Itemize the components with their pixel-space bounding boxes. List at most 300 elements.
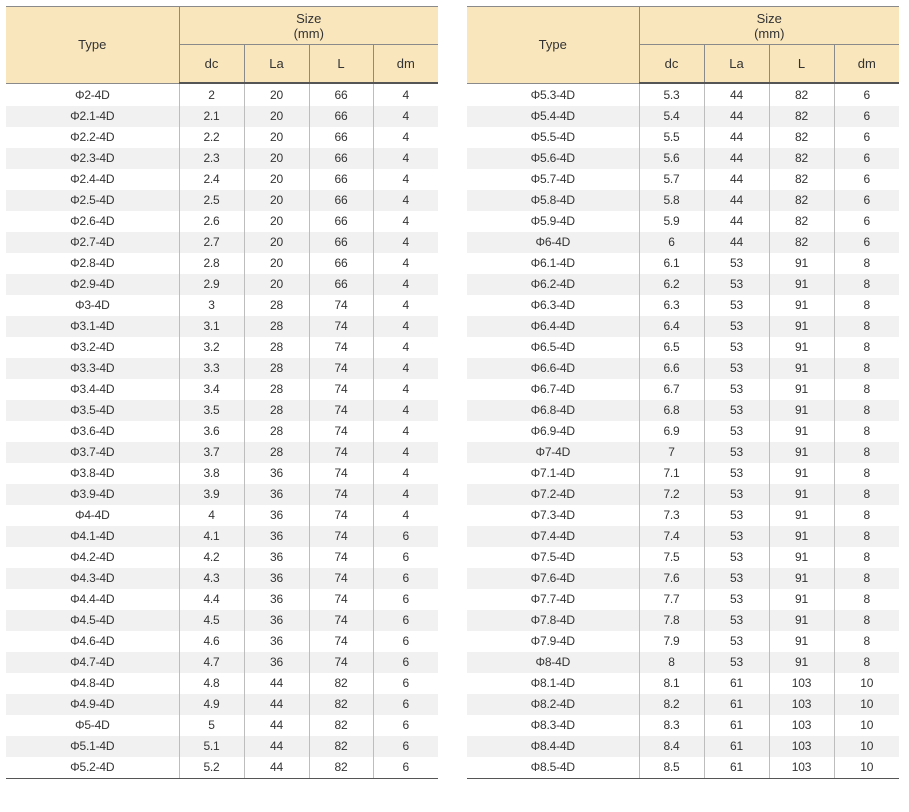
dc-cell: 4.3 xyxy=(179,568,244,589)
size-header xyxy=(639,7,899,45)
dm-cell: 8 xyxy=(834,568,899,589)
la-cell: 20 xyxy=(244,169,309,190)
table-row xyxy=(467,253,899,274)
table-row xyxy=(6,547,438,568)
la-cell: 53 xyxy=(704,547,769,568)
table-row xyxy=(467,757,899,779)
table-row xyxy=(6,736,438,757)
table-row xyxy=(6,211,438,232)
type-cell: Φ8.2-4D xyxy=(467,694,639,715)
dm-cell: 8 xyxy=(834,442,899,463)
dc-cell: 6.5 xyxy=(639,337,704,358)
la-cell: 20 xyxy=(244,274,309,295)
type-cell: Φ4.7-4D xyxy=(6,652,179,673)
dc-cell: 5.8 xyxy=(639,190,704,211)
type-cell: Φ5.7-4D xyxy=(530,172,575,186)
la-cell: 36 xyxy=(244,610,309,631)
dm-cell: 8 xyxy=(834,505,899,526)
type-cell: Φ8.1-4D xyxy=(530,676,575,690)
dc-cell: 7.2 xyxy=(639,484,704,505)
la-cell: 53 xyxy=(704,610,769,631)
type-cell: Φ3.9-4D xyxy=(6,484,179,505)
type-cell: Φ6.2-4D xyxy=(467,274,639,295)
dm-cell: 6 xyxy=(373,589,438,610)
la-cell: 20 xyxy=(244,232,309,253)
l-cell: 82 xyxy=(309,736,373,757)
type-cell: Φ4.2-4D xyxy=(70,550,115,564)
l-cell: 82 xyxy=(769,106,834,127)
dm-cell: 6 xyxy=(373,547,438,568)
dm-cell: 10 xyxy=(834,694,899,715)
dc-cell: 2.2 xyxy=(179,127,244,148)
la-cell: 53 xyxy=(704,589,769,610)
l-cell: 74 xyxy=(309,400,373,421)
table-row xyxy=(6,715,438,736)
dm-cell: 4 xyxy=(373,421,438,442)
table-row xyxy=(467,169,899,190)
l-cell: 74 xyxy=(309,442,373,463)
dc-cell: 4.2 xyxy=(179,547,244,568)
l-cell: 91 xyxy=(769,274,834,295)
la-cell: 44 xyxy=(244,694,309,715)
dm-cell: 4 xyxy=(373,127,438,148)
table-row xyxy=(6,757,438,779)
l-cell: 66 xyxy=(309,127,373,148)
la-cell: 36 xyxy=(244,547,309,568)
dm-cell: 8 xyxy=(834,337,899,358)
dc-cell: 8 xyxy=(639,652,704,673)
dc-cell: 4 xyxy=(179,505,244,526)
table-row xyxy=(6,484,438,505)
type-cell: Φ4.6-4D xyxy=(70,634,115,648)
table-row xyxy=(6,505,438,526)
type-cell: Φ6.8-4D xyxy=(467,400,639,421)
dm-cell: 8 xyxy=(834,652,899,673)
type-cell: Φ2.8-4D xyxy=(70,256,115,270)
la-cell: 44 xyxy=(704,127,769,148)
la-cell: 61 xyxy=(704,715,769,736)
dc-cell: 2.6 xyxy=(179,211,244,232)
l-cell: 91 xyxy=(769,463,834,484)
dc-cell: 5.7 xyxy=(639,169,704,190)
dc-cell: 7.5 xyxy=(639,547,704,568)
l-cell: 74 xyxy=(309,568,373,589)
la-cell: 53 xyxy=(704,316,769,337)
dc-cell: 4.7 xyxy=(179,652,244,673)
l-cell: 74 xyxy=(309,316,373,337)
l-cell: 82 xyxy=(769,148,834,169)
table-row xyxy=(467,736,899,757)
dm-cell: 6 xyxy=(834,211,899,232)
dc-cell: 7.7 xyxy=(639,589,704,610)
l-cell: 82 xyxy=(769,190,834,211)
table-row xyxy=(467,442,899,463)
l-cell: 91 xyxy=(769,379,834,400)
l-cell: 103 xyxy=(769,736,834,757)
type-cell: Φ8.4-4D xyxy=(467,736,639,757)
dc-cell: 5.9 xyxy=(639,211,704,232)
type-cell: Φ7.3-4D xyxy=(530,508,575,522)
type-header: Type xyxy=(6,7,179,84)
type-cell: Φ7.1-4D xyxy=(530,466,575,480)
table-row xyxy=(6,253,438,274)
table-row xyxy=(467,610,899,631)
l-cell: 74 xyxy=(309,421,373,442)
type-cell: Φ7.2-4D xyxy=(467,484,639,505)
dc-cell: 7.3 xyxy=(639,505,704,526)
la-cell: 20 xyxy=(244,211,309,232)
dm-cell: 8 xyxy=(834,484,899,505)
type-cell: Φ5.5-4D xyxy=(530,130,575,144)
l-cell: 74 xyxy=(309,631,373,652)
table-row xyxy=(467,652,899,673)
dc-cell: 6.6 xyxy=(639,358,704,379)
l-cell: 91 xyxy=(769,610,834,631)
la-cell: 61 xyxy=(704,736,769,757)
col-header-dc: dc xyxy=(639,45,704,84)
spec-table-right xyxy=(467,6,899,779)
la-cell: 28 xyxy=(244,400,309,421)
table-body-right xyxy=(467,83,899,779)
l-cell: 91 xyxy=(769,316,834,337)
dm-cell: 6 xyxy=(834,106,899,127)
la-cell: 36 xyxy=(244,505,309,526)
la-cell: 53 xyxy=(704,358,769,379)
dc-cell: 2.5 xyxy=(179,190,244,211)
la-cell: 28 xyxy=(244,379,309,400)
l-cell: 91 xyxy=(769,421,834,442)
type-cell: Φ4.8-4D xyxy=(70,676,115,690)
l-cell: 74 xyxy=(309,295,373,316)
l-cell: 82 xyxy=(309,757,373,779)
type-cell: Φ5.1-4D xyxy=(6,736,179,757)
la-cell: 36 xyxy=(244,631,309,652)
l-cell: 103 xyxy=(769,694,834,715)
l-cell: 91 xyxy=(769,400,834,421)
la-cell: 44 xyxy=(244,736,309,757)
dm-cell: 4 xyxy=(373,316,438,337)
l-cell: 74 xyxy=(309,379,373,400)
la-cell: 36 xyxy=(244,484,309,505)
table-row xyxy=(6,232,438,253)
col-header-l: L xyxy=(309,45,373,84)
l-cell: 66 xyxy=(309,83,373,106)
la-cell: 36 xyxy=(244,652,309,673)
dm-cell: 8 xyxy=(834,379,899,400)
size-label: Size xyxy=(296,10,322,26)
l-cell: 91 xyxy=(769,631,834,652)
dc-cell: 6.4 xyxy=(639,316,704,337)
l-cell: 91 xyxy=(769,505,834,526)
dc-cell: 5 xyxy=(179,715,244,736)
l-cell: 74 xyxy=(309,337,373,358)
dc-cell: 2.9 xyxy=(179,274,244,295)
dm-cell: 6 xyxy=(834,169,899,190)
la-cell: 20 xyxy=(244,106,309,127)
la-cell: 53 xyxy=(704,337,769,358)
l-cell: 82 xyxy=(309,694,373,715)
dm-cell: 6 xyxy=(373,757,438,779)
dc-cell: 7.6 xyxy=(639,568,704,589)
type-cell: Φ6-4D xyxy=(467,232,639,253)
l-cell: 103 xyxy=(769,757,834,779)
type-cell: Φ3.7-4D xyxy=(6,442,179,463)
type-cell: Φ5-4D xyxy=(74,718,110,732)
l-cell: 91 xyxy=(769,295,834,316)
dc-cell: 2.4 xyxy=(179,169,244,190)
dc-cell: 4.6 xyxy=(179,631,244,652)
type-cell: Φ2.6-4D xyxy=(70,214,115,228)
type-cell: Φ4-4D xyxy=(74,508,110,522)
dm-cell: 4 xyxy=(373,190,438,211)
dc-cell: 6.7 xyxy=(639,379,704,400)
dm-cell: 8 xyxy=(834,547,899,568)
l-cell: 103 xyxy=(769,715,834,736)
l-cell: 91 xyxy=(769,253,834,274)
l-cell: 66 xyxy=(309,106,373,127)
dc-cell: 7.9 xyxy=(639,631,704,652)
dm-cell: 10 xyxy=(834,736,899,757)
l-cell: 82 xyxy=(309,673,373,694)
table-row xyxy=(6,400,438,421)
la-cell: 53 xyxy=(704,442,769,463)
l-cell: 82 xyxy=(769,83,834,106)
type-cell: Φ5.9-4D xyxy=(530,214,575,228)
type-cell: Φ2-4D xyxy=(74,87,110,102)
la-cell: 61 xyxy=(704,694,769,715)
la-cell: 61 xyxy=(704,673,769,694)
l-cell: 91 xyxy=(769,358,834,379)
dm-cell: 8 xyxy=(834,421,899,442)
type-cell: Φ7.4-4D xyxy=(467,526,639,547)
dc-cell: 8.3 xyxy=(639,715,704,736)
type-cell: Φ5.3-4D xyxy=(530,87,575,102)
table-row xyxy=(467,463,899,484)
dc-cell: 3.8 xyxy=(179,463,244,484)
table-row xyxy=(6,169,438,190)
type-cell: Φ7-4D xyxy=(467,442,639,463)
l-cell: 91 xyxy=(769,484,834,505)
dm-cell: 6 xyxy=(373,652,438,673)
size-header xyxy=(179,7,438,45)
dm-cell: 6 xyxy=(834,83,899,106)
la-cell: 44 xyxy=(704,190,769,211)
col-header-dc: dc xyxy=(179,45,244,84)
la-cell: 44 xyxy=(704,148,769,169)
l-cell: 74 xyxy=(309,547,373,568)
dm-cell: 4 xyxy=(373,295,438,316)
la-cell: 44 xyxy=(704,232,769,253)
table-row xyxy=(6,526,438,547)
l-cell: 74 xyxy=(309,610,373,631)
la-cell: 53 xyxy=(704,631,769,652)
table-row xyxy=(467,106,899,127)
dc-cell: 8.5 xyxy=(639,757,704,779)
l-cell: 82 xyxy=(769,232,834,253)
dc-cell: 5.6 xyxy=(639,148,704,169)
l-cell: 66 xyxy=(309,253,373,274)
la-cell: 28 xyxy=(244,337,309,358)
type-cell: Φ3.3-4D xyxy=(6,358,179,379)
dm-cell: 6 xyxy=(373,568,438,589)
table-row xyxy=(467,526,899,547)
dm-cell: 6 xyxy=(373,631,438,652)
la-cell: 20 xyxy=(244,127,309,148)
dm-cell: 4 xyxy=(373,337,438,358)
la-cell: 36 xyxy=(244,463,309,484)
dc-cell: 2 xyxy=(179,83,244,106)
dm-cell: 8 xyxy=(834,295,899,316)
l-cell: 74 xyxy=(309,505,373,526)
type-cell: Φ4.9-4D xyxy=(6,694,179,715)
type-cell: Φ2.3-4D xyxy=(6,148,179,169)
type-cell: Φ6.4-4D xyxy=(467,316,639,337)
dm-cell: 8 xyxy=(834,526,899,547)
dc-cell: 2.7 xyxy=(179,232,244,253)
type-cell: Φ7.5-4D xyxy=(530,550,575,564)
dc-cell: 3 xyxy=(179,295,244,316)
table-row xyxy=(6,358,438,379)
type-cell: Φ6.9-4D xyxy=(530,424,575,438)
dm-cell: 4 xyxy=(373,400,438,421)
dm-cell: 4 xyxy=(373,253,438,274)
col-header-la: La xyxy=(244,45,309,84)
table-row xyxy=(467,316,899,337)
dm-cell: 4 xyxy=(373,169,438,190)
dc-cell: 7 xyxy=(639,442,704,463)
type-cell: Φ2.2-4D xyxy=(70,130,115,144)
dm-cell: 6 xyxy=(373,673,438,694)
l-cell: 91 xyxy=(769,652,834,673)
type-cell: Φ3.5-4D xyxy=(6,400,179,421)
type-header: Type xyxy=(467,7,639,84)
type-cell: Φ3.4-4D xyxy=(70,382,115,396)
dc-cell: 7.8 xyxy=(639,610,704,631)
l-cell: 91 xyxy=(769,337,834,358)
la-cell: 53 xyxy=(704,505,769,526)
la-cell: 53 xyxy=(704,568,769,589)
type-cell: Φ4.1-4D xyxy=(6,526,179,547)
type-cell: Φ6.7-4D xyxy=(530,382,575,396)
dm-cell: 10 xyxy=(834,757,899,779)
l-cell: 91 xyxy=(769,589,834,610)
type-cell: Φ6.5-4D xyxy=(530,340,575,354)
l-cell: 74 xyxy=(309,652,373,673)
la-cell: 20 xyxy=(244,253,309,274)
table-row xyxy=(6,568,438,589)
dc-cell: 3.7 xyxy=(179,442,244,463)
dc-cell: 5.2 xyxy=(179,757,244,779)
table-row xyxy=(6,148,438,169)
table-row xyxy=(6,106,438,127)
la-cell: 53 xyxy=(704,400,769,421)
dm-cell: 4 xyxy=(373,379,438,400)
table-row xyxy=(467,589,899,610)
type-cell: Φ2.9-4D xyxy=(6,274,179,295)
dm-cell: 6 xyxy=(373,715,438,736)
dc-cell: 4.1 xyxy=(179,526,244,547)
dc-cell: 8.1 xyxy=(639,673,704,694)
dm-cell: 4 xyxy=(373,211,438,232)
type-cell: Φ2.7-4D xyxy=(6,232,179,253)
type-cell: Φ5.6-4D xyxy=(467,148,639,169)
la-cell: 44 xyxy=(244,673,309,694)
dm-cell: 4 xyxy=(373,148,438,169)
type-cell: Φ5.2-4D xyxy=(6,757,179,779)
la-cell: 61 xyxy=(704,757,769,779)
table-row xyxy=(467,568,899,589)
l-cell: 74 xyxy=(309,526,373,547)
type-cell: Φ6.6-4D xyxy=(467,358,639,379)
dm-cell: 8 xyxy=(834,589,899,610)
table-row xyxy=(6,589,438,610)
dc-cell: 4.5 xyxy=(179,610,244,631)
la-cell: 28 xyxy=(244,421,309,442)
table-row xyxy=(467,190,899,211)
type-cell: Φ2.1-4D xyxy=(6,106,179,127)
la-cell: 44 xyxy=(704,211,769,232)
l-cell: 74 xyxy=(309,589,373,610)
l-cell: 66 xyxy=(309,232,373,253)
table-row xyxy=(467,400,899,421)
la-cell: 44 xyxy=(244,757,309,779)
dm-cell: 4 xyxy=(373,484,438,505)
dc-cell: 5.4 xyxy=(639,106,704,127)
la-cell: 20 xyxy=(244,83,309,106)
table-row xyxy=(6,295,438,316)
type-cell: Φ2.4-4D xyxy=(70,172,115,186)
l-cell: 66 xyxy=(309,169,373,190)
type-cell: Φ3.6-4D xyxy=(70,424,115,438)
type-cell: Φ4.5-4D xyxy=(6,610,179,631)
dm-cell: 4 xyxy=(373,274,438,295)
dc-cell: 8.2 xyxy=(639,694,704,715)
type-cell: Φ2.5-4D xyxy=(6,190,179,211)
dm-cell: 6 xyxy=(373,736,438,757)
table-row xyxy=(467,421,899,442)
table-row xyxy=(467,484,899,505)
dm-cell: 6 xyxy=(834,148,899,169)
table-row xyxy=(467,83,899,106)
l-cell: 82 xyxy=(769,127,834,148)
dc-cell: 4.9 xyxy=(179,694,244,715)
table-row xyxy=(467,505,899,526)
table-row xyxy=(6,379,438,400)
dm-cell: 8 xyxy=(834,463,899,484)
dc-cell: 6.8 xyxy=(639,400,704,421)
table-row xyxy=(6,652,438,673)
table-row xyxy=(6,274,438,295)
dc-cell: 2.8 xyxy=(179,253,244,274)
type-cell: Φ7.6-4D xyxy=(467,568,639,589)
table-row xyxy=(467,673,899,694)
la-cell: 36 xyxy=(244,568,309,589)
la-cell: 44 xyxy=(704,83,769,106)
l-cell: 74 xyxy=(309,484,373,505)
type-cell: Φ3.1-4D xyxy=(6,316,179,337)
dm-cell: 8 xyxy=(834,274,899,295)
dc-cell: 3.6 xyxy=(179,421,244,442)
type-cell: Φ4.4-4D xyxy=(70,592,115,606)
la-cell: 53 xyxy=(704,295,769,316)
type-cell: Φ8.5-4D xyxy=(467,757,639,779)
type-cell: Φ8.3-4D xyxy=(530,718,575,732)
la-cell: 20 xyxy=(244,190,309,211)
dm-cell: 4 xyxy=(373,232,438,253)
dm-cell: 4 xyxy=(373,442,438,463)
col-header-dm: dm xyxy=(834,45,899,84)
table-row xyxy=(467,337,899,358)
